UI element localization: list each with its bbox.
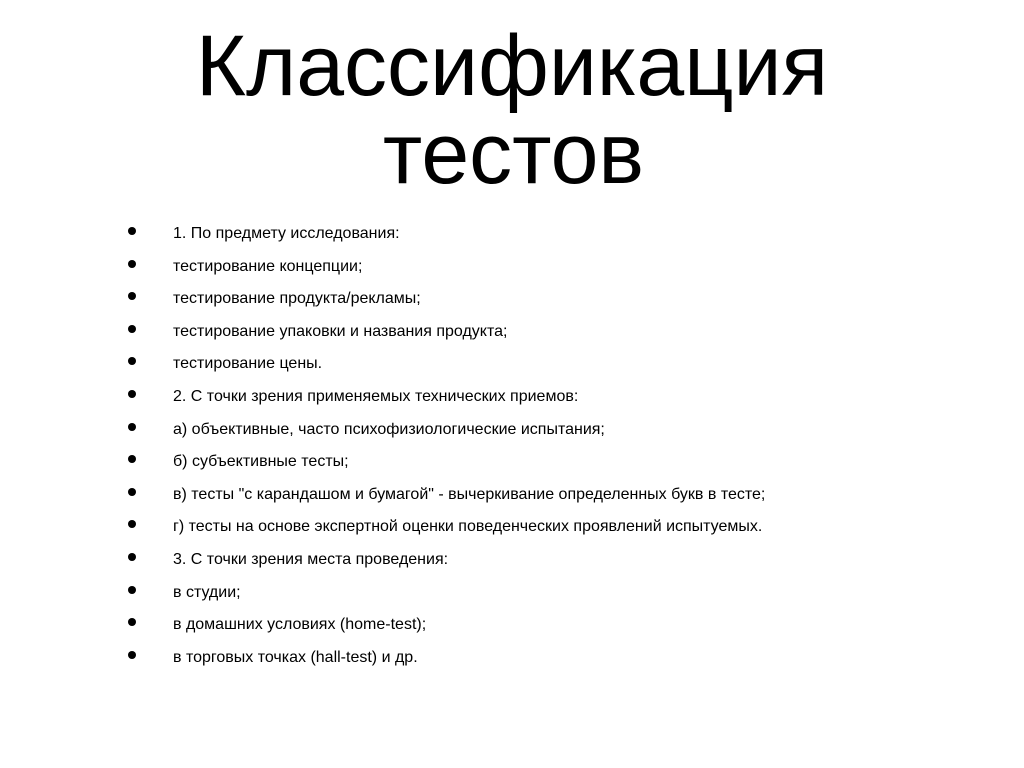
bullet-item <box>128 607 1008 640</box>
bullet-text: 1. По предмету исследования: <box>173 225 400 242</box>
bullet-item <box>128 477 1008 510</box>
bullet-item <box>128 575 1008 608</box>
bullet-item <box>128 314 1008 347</box>
bullet-dot-icon <box>128 586 136 594</box>
bullet-text: тестирование продукта/рекламы; <box>173 290 421 308</box>
bullet-dot-icon <box>128 325 136 333</box>
bullet-dot-icon <box>128 357 136 365</box>
bullet-text: в домашних условиях (home-test); <box>173 616 427 634</box>
bullet-dot-icon <box>128 260 136 268</box>
bullet-dot-icon <box>128 488 136 496</box>
bullet-text: тестирование концепции; <box>173 257 363 275</box>
bullet-item <box>128 640 1008 673</box>
bullet-dot-icon <box>128 651 136 659</box>
slide-title-line-1: Классификация <box>195 18 829 114</box>
bullet-dot-icon <box>128 390 136 398</box>
bullet-dot-icon <box>128 227 136 235</box>
bullet-item <box>128 379 1008 412</box>
bullet-text: в торговых точках (hall-test) и др. <box>173 648 418 666</box>
bullet-text: г) тесты на основе экспертной оценки поведенческих проявлений испытуемых. <box>173 518 763 536</box>
bullet-text: тестирование цены. <box>173 355 323 373</box>
bullet-text: б) субъективные тесты; <box>173 453 349 471</box>
bullet-text: 2. С точки зрения применяемых технических приемов: <box>173 387 579 405</box>
bullet-text: а) объективные, часто психофизиологические испытания; <box>173 420 605 438</box>
bullet-list <box>128 216 1008 672</box>
bullet-dot-icon <box>128 423 136 431</box>
bullet-item <box>128 542 1008 575</box>
bullet-item <box>128 412 1008 445</box>
bullet-item <box>128 444 1008 477</box>
bullet-dot-icon <box>128 292 136 300</box>
bullet-item <box>128 281 1008 314</box>
bullet-text: в студии; <box>173 583 241 601</box>
bullet-item <box>128 249 1008 282</box>
bullet-item <box>128 216 1008 249</box>
slide-title <box>0 18 1024 202</box>
bullet-text: в) тесты "с карандашом и бумагой" - вычеркивание определенных букв в тесте; <box>173 485 766 503</box>
bullet-dot-icon <box>128 553 136 561</box>
bullet-item <box>128 346 1008 379</box>
bullet-dot-icon <box>128 520 136 528</box>
bullet-item <box>128 509 1008 542</box>
slide-title-line-2: тестов <box>382 106 645 202</box>
bullet-dot-icon <box>128 618 136 626</box>
bullet-text: 3. С точки зрения места проведения: <box>173 550 449 568</box>
bullet-dot-icon <box>128 455 136 463</box>
bullet-text: тестирование упаковки и названия продукта; <box>173 322 508 340</box>
